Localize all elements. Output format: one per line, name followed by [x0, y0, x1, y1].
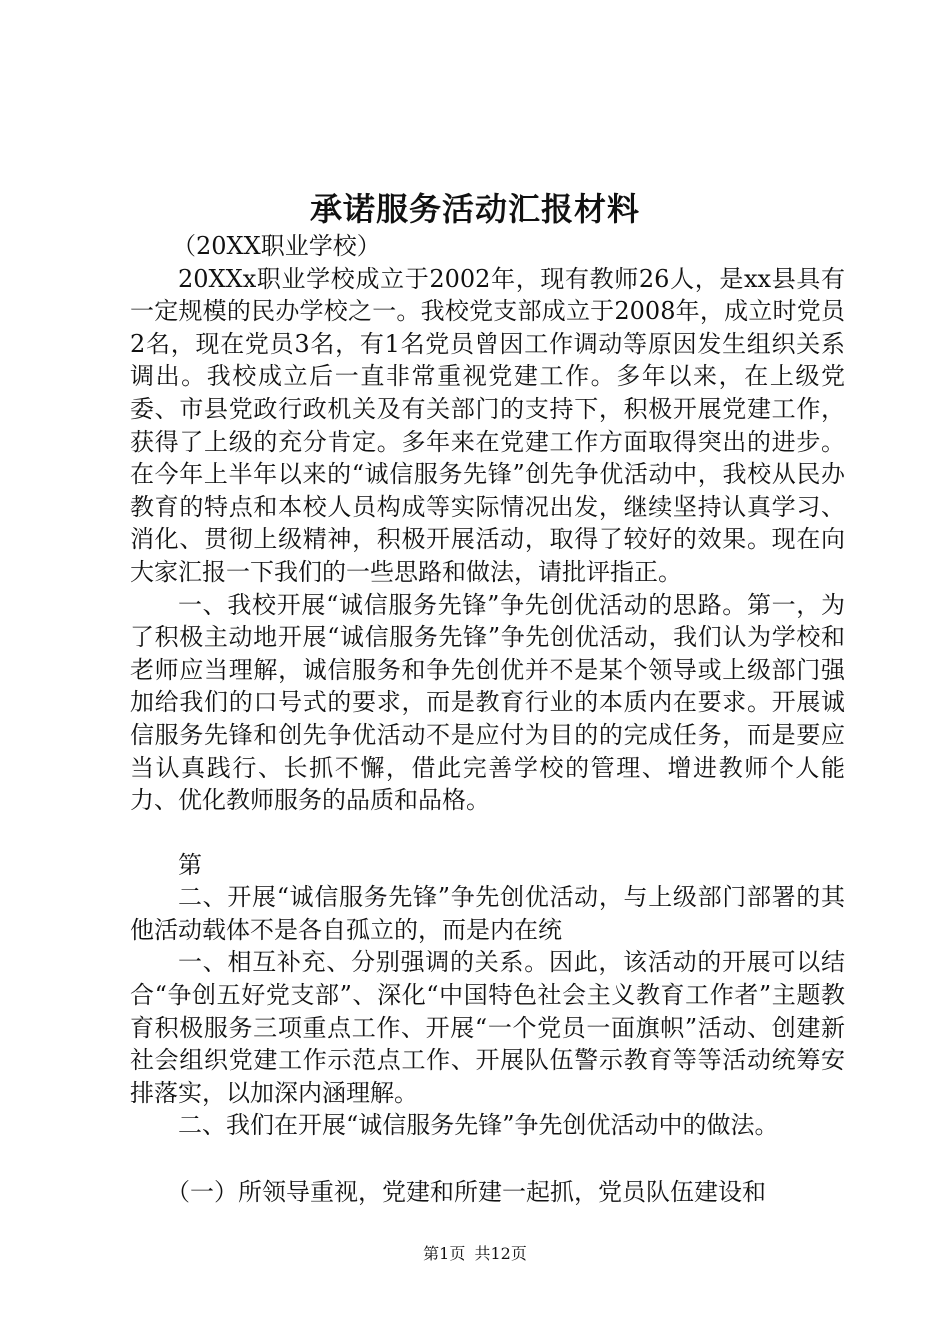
paragraph-intro: 20XXx职业学校成立于2002年，现有教师26人，是xx县具有一定规模的民办学校之一。我校党支部成立于2008年，成立时党员2名，现在党员3名，有1名党员曾因工作调动等原因发生组织关系调出。我校成立后一直非常重视党建工作。多年以来，在上级党委、市县党政行政机关及有关部门的支持下，积极开展党建工作，获得了上级的充分肯定。多年来在党建工作方面取得突出的进步。在今年上半年以来的“诚信服务先锋”创先争优活动中，我校从民办教育的特点和本校人员构成等实际情况出发，继续坚持认真学习、消化、贯彻上级精神，积极开展活动，取得了较好的效果。现在向大家汇报一下我们的一些思路和做法，请批评指正。 — [130, 264, 845, 586]
document-body — [130, 230, 845, 1209]
document-subtitle: （20XX职业学校） — [172, 232, 381, 260]
paragraph-fragment: 第 — [178, 850, 202, 879]
paragraph-practice-heading: 二、我们在开展“诚信服务先锋”争先创优活动中的做法。 — [178, 1111, 779, 1140]
page-total: 共12页 — [474, 1244, 527, 1263]
paragraph-complement: 一、相互补充、分别强调的关系。因此，该活动的开展可以结合“争创五好党支部”、深化“中国特色社会主义教育工作者”主题教育积极服务三项重点工作、开展“一个党员一面旗帜”活动、创建新社会组织党建工作示范点工作、开展队伍警示教育等等活动统筹安排落实，以加深内涵理解。 — [130, 948, 845, 1107]
page-footer — [0, 1243, 950, 1265]
paragraph-item-one: （一）所领导重视，党建和所建一起抓，党员队伍建设和 — [166, 1178, 766, 1207]
document-title: 承诺服务活动汇报材料 — [309, 190, 640, 228]
paragraph-section-one: 一、我校开展“诚信服务先锋”争先创优活动的思路。第一，为了积极主动地开展“诚信服务先锋”争先创优活动，我们认为学校和老师应当理解，诚信服务和争先创优并不是某个领导或上级部门强加给我们的口号式的要求，而是教育行业的本质内在要求。开展诚信服务先锋和创先争优活动不是应付为目的的完成任务，而是要应当认真践行、长抓不懈，借此完善学校的管理、增进教师个人能力、优化教师服务的品质和品格。 — [130, 590, 845, 815]
page-number: 第1页 — [423, 1244, 466, 1263]
paragraph-spacer — [130, 817, 845, 849]
paragraph-section-two: 二、开展“诚信服务先锋”争先创优活动，与上级部门部署的其他活动载体不是各自孤立的，而是内在统 — [130, 883, 845, 944]
paragraph-spacer — [130, 1142, 845, 1176]
